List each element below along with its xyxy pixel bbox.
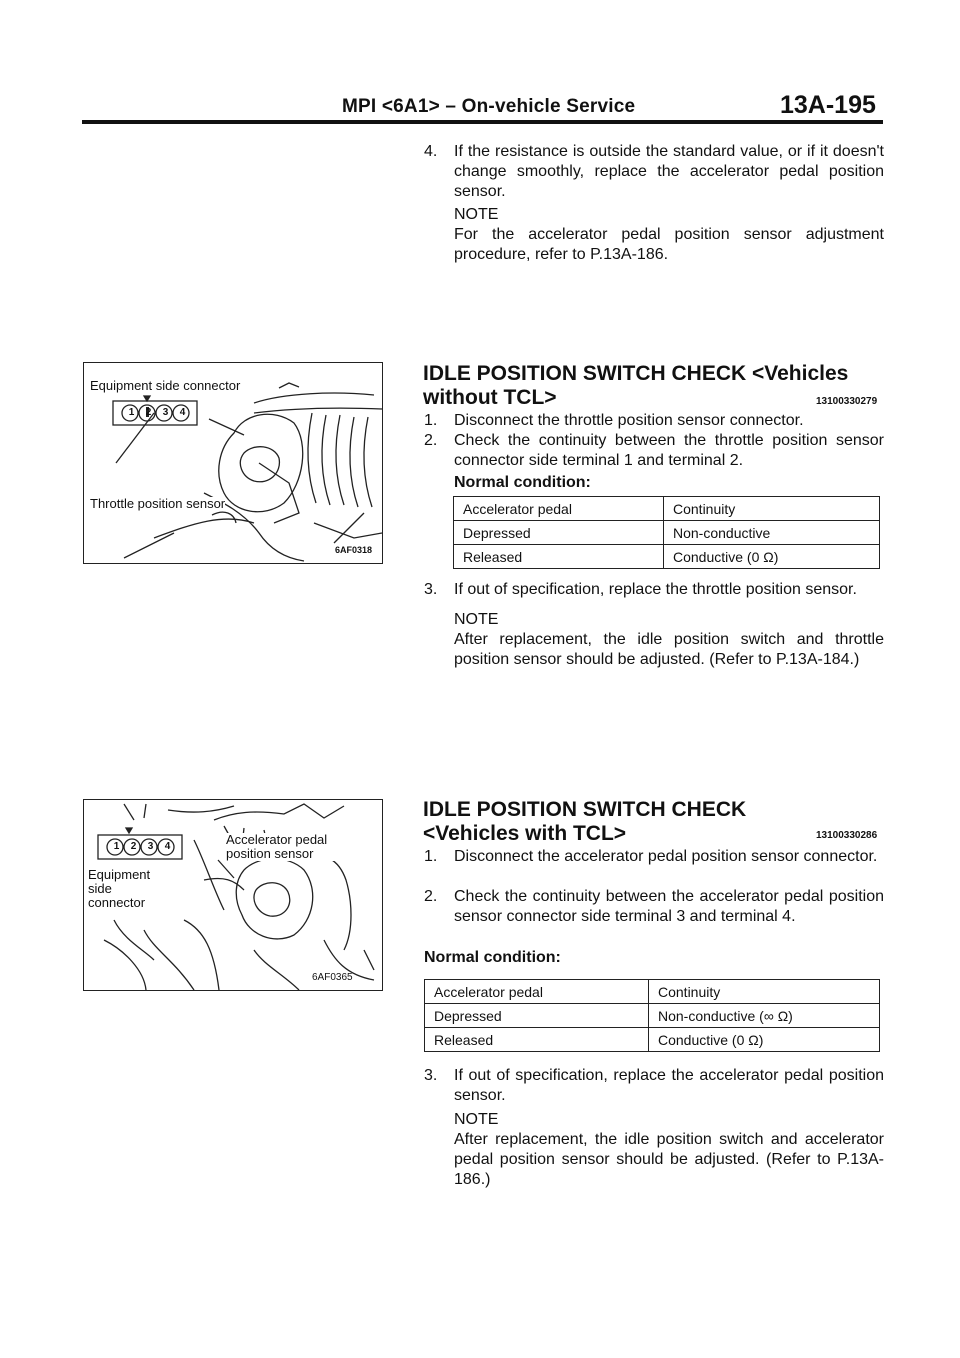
step-number: 3. <box>424 1067 438 1084</box>
terminal-numbers <box>108 841 180 852</box>
section1-step-3 <box>424 580 884 600</box>
table-row <box>425 1004 880 1028</box>
section1-note-label: NOTE <box>454 611 499 628</box>
section1-normal-condition: Normal condition: <box>454 474 591 491</box>
step-text: If out of specification, replace the accelerator pedal position sensor. <box>454 1067 884 1104</box>
table-row <box>454 521 880 545</box>
figure-code: 6AF0318 <box>335 545 373 555</box>
section1-note-text: After replacement, the idle position switch and throttle position sensor should be adjusted. (Refer to P.13A-184.) <box>454 631 884 668</box>
step-text: Disconnect the accelerator pedal position sensor connector. <box>454 848 878 865</box>
table-cell: Released <box>454 545 664 569</box>
terminal-3: 3 <box>147 841 154 852</box>
step-number: 1. <box>424 412 438 429</box>
section2-heading-line2: <Vehicles with TCL> <box>423 822 627 845</box>
table-row <box>454 545 880 569</box>
section1-code: 13100330279 <box>816 396 878 407</box>
table-header-cell: Accelerator pedal <box>425 980 649 1004</box>
table-cell: Depressed <box>425 1004 649 1028</box>
page-number: 13A-195 <box>780 91 876 119</box>
section2-continuity-table <box>424 979 880 1052</box>
section2-step-3 <box>424 1066 884 1106</box>
label-equipment-side-connector: Equipment side connector <box>88 868 170 910</box>
section1-continuity-table <box>453 496 880 569</box>
page-header-title: MPI <6A1> – On-vehicle Service <box>342 96 636 117</box>
section1-step-1 <box>424 411 884 431</box>
table-row <box>425 1028 880 1052</box>
step-number: 2. <box>424 888 438 905</box>
step-text: Check the continuity between the accelerator pedal position sensor connector side terminal 3 and terminal 4. <box>454 888 884 925</box>
table-header-cell: Continuity <box>649 980 880 1004</box>
terminal-2: 2 <box>130 841 137 852</box>
throttle-sensor-illustration <box>84 363 382 563</box>
terminal-3: 3 <box>162 407 169 418</box>
table-header-row <box>454 497 880 521</box>
intro-step-4 <box>424 142 884 202</box>
section2-heading-line1: IDLE POSITION SWITCH CHECK <box>423 798 747 821</box>
table-cell: Non-conductive <box>664 521 880 545</box>
table-cell: Depressed <box>454 521 664 545</box>
terminal-numbers <box>123 407 195 418</box>
step-text: Check the continuity between the throttle position sensor connector side terminal 1 and terminal 2. <box>454 432 884 469</box>
step-text: If out of specification, replace the throttle position sensor. <box>454 581 857 598</box>
intro-note-label: NOTE <box>454 206 499 223</box>
section1-heading-line2: without TCL> <box>423 386 557 409</box>
intro-note-text: For the accelerator pedal position sensor adjustment procedure, refer to P.13A-186. <box>454 226 884 263</box>
section2-step-2 <box>424 887 884 927</box>
table-header-cell: Accelerator pedal <box>454 497 664 521</box>
table-cell: Released <box>425 1028 649 1052</box>
terminal-2: 2 <box>145 407 152 418</box>
step-number: 4. <box>424 143 438 160</box>
table-header-row <box>425 980 880 1004</box>
step-text: If the resistance is outside the standard value, or if it doesn't change smoothly, replace the accelerator pedal position sensor. <box>454 143 884 200</box>
terminal-1: 1 <box>128 407 135 418</box>
table-cell: Non-conductive (∞ Ω) <box>649 1004 880 1028</box>
section2-note-label: NOTE <box>454 1111 499 1128</box>
step-text: Disconnect the throttle position sensor connector. <box>454 412 804 429</box>
label-accelerator-pedal-position-sensor: Accelerator pedal position sensor <box>226 833 338 861</box>
header-rule <box>82 120 883 124</box>
step-number: 2. <box>424 432 438 449</box>
terminal-4: 4 <box>164 841 171 852</box>
label-throttle-position-sensor: Throttle position sensor <box>90 496 226 511</box>
terminal-4: 4 <box>179 407 186 418</box>
figure-throttle-position-sensor <box>83 362 383 564</box>
label-equipment-side-connector: Equipment side connector <box>90 378 241 393</box>
terminal-1: 1 <box>113 841 120 852</box>
step-number: 3. <box>424 581 438 598</box>
section2-code: 13100330286 <box>816 830 878 841</box>
figure-accelerator-pedal-position-sensor <box>83 799 383 991</box>
section1-step-2 <box>424 431 884 471</box>
section2-note-text: After replacement, the idle position switch and accelerator pedal position sensor should be adjusted. (Refer to P.13A-186.) <box>454 1131 884 1188</box>
figure-code: 6AF0365 <box>312 972 353 983</box>
section1-heading-line1: IDLE POSITION SWITCH CHECK <Vehicles <box>423 362 849 385</box>
table-header-cell: Continuity <box>664 497 880 521</box>
step-number: 1. <box>424 848 438 865</box>
table-cell: Conductive (0 Ω) <box>664 545 880 569</box>
section2-step-1 <box>424 847 884 867</box>
section2-normal-condition: Normal condition: <box>424 949 561 966</box>
table-cell: Conductive (0 Ω) <box>649 1028 880 1052</box>
